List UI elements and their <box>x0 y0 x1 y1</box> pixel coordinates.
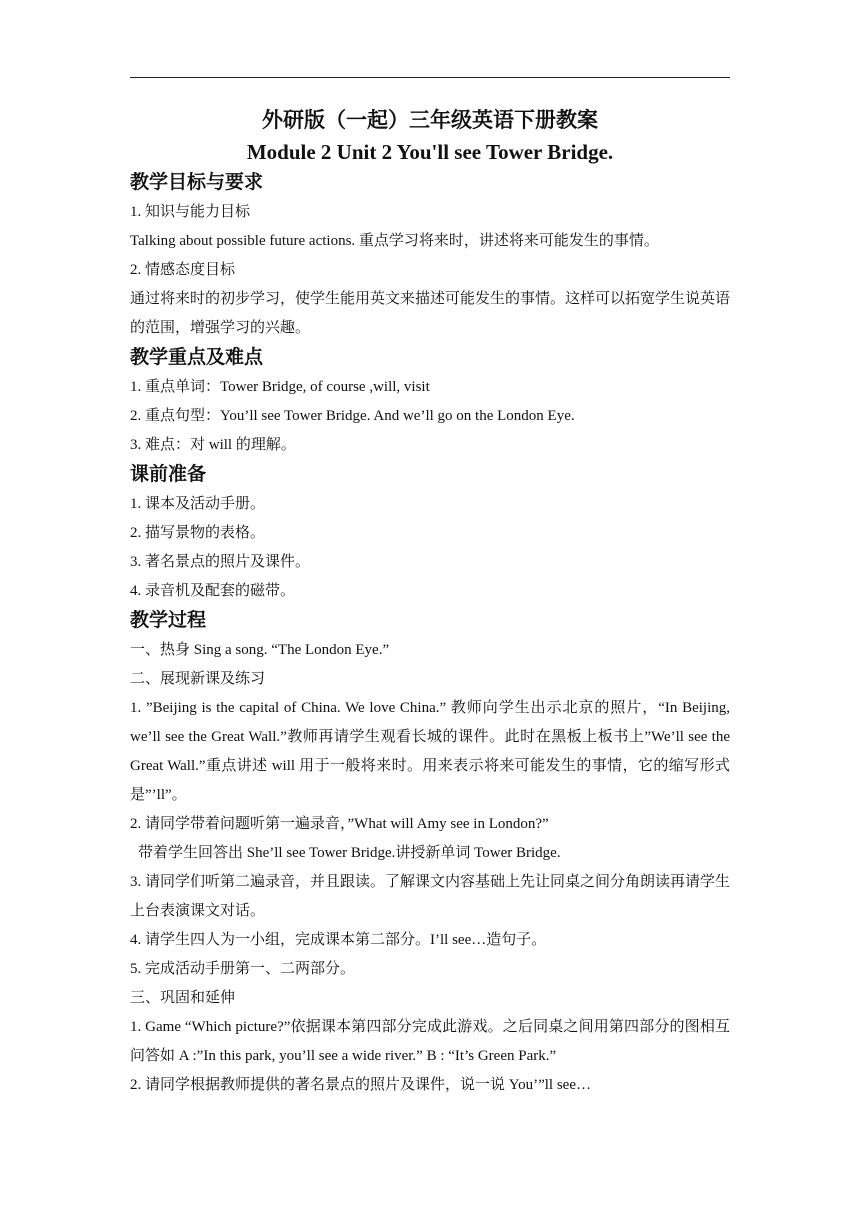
process-line-6: 5. 完成活动手册第一、二两部分。 <box>130 961 356 977</box>
goals-line-1: 1. 知识与能力目标 <box>130 204 251 220</box>
document-body <box>130 100 730 1100</box>
prep-line-4: 4. 录音机及配套的磁带。 <box>130 583 296 599</box>
process-line-4: 带着学生回答出 She’ll see Tower Bridge.讲授新单词 Tower Bridge. <box>138 845 561 861</box>
heading-prep: 课前准备 <box>130 464 207 485</box>
heading-goals: 教学目标与要求 <box>130 172 264 193</box>
goals-line-3: 2. 情感态度目标 <box>130 262 236 278</box>
goals-paragraph: 通过将来时的初步学习，使学生能用英文来描述可能发生的事情。这样可以拓宽学生说英语的范围，增强学习的兴趣。 <box>130 291 731 336</box>
prep-line-2: 2. 描写景物的表格。 <box>130 525 266 541</box>
prep-line-1: 1. 课本及活动手册。 <box>130 496 266 512</box>
process-paragraph-2: 3. 请同学们听第二遍录音，并且跟读。了解课文内容基础上先让同桌之间分角朗读再请学生上台表演课文对话。 <box>130 874 731 919</box>
title-chinese: 外研版（一起）三年级英语下册教案 <box>262 108 598 132</box>
process-line-3: 2. 请同学带着问题听第一遍录音，”What will Amy see in London?” <box>130 816 549 832</box>
header-rule <box>130 77 730 78</box>
process-paragraph-1: 1. ”Beijing is the capital of China. We love China.” 教师向学生出示北京的照片，“In Beijing, we’ll see the Great Wall.”教师再请学生观看长城的课件。此时在黑板上板书上”We’ll see the Great Wall.”重点讲述 will 用于一般将来时。用来表示将来可能发生的事情，它的缩写形式是”’ll”。 <box>130 700 730 803</box>
prep-line-3: 3. 著名景点的照片及课件。 <box>130 554 311 570</box>
keypoints-line-2: 2. 重点句型：You’ll see Tower Bridge. And we’ll go on the London Eye. <box>130 408 575 424</box>
title-english: Module 2 Unit 2 You'll see Tower Bridge. <box>246 140 614 164</box>
goals-line-2: Talking about possible future actions. 重点学习将来时，讲述将来可能发生的事情。 <box>130 233 659 249</box>
process-line-5: 4. 请学生四人为一小组，完成课本第二部分。I’ll see…造句子。 <box>130 932 547 948</box>
process-line-7: 三、巩固和延伸 <box>130 990 236 1006</box>
process-paragraph-3: 1. Game “Which picture?”依据课本第四部分完成此游戏。之后同桌之间用第四部分的图相互问答如 A :”In this park, you’ll see a wide river.” B : “It’s Green Park.” <box>130 1019 730 1064</box>
heading-process: 教学过程 <box>130 610 207 631</box>
process-line-2: 二、展现新课及练习 <box>130 671 266 687</box>
process-line-8: 2. 请同学根据教师提供的著名景点的照片及课件，说一说 You’”ll see… <box>130 1077 591 1093</box>
keypoints-line-3: 3. 难点：对 will 的理解。 <box>130 437 296 453</box>
heading-keypoints: 教学重点及难点 <box>130 347 264 368</box>
process-line-1: 一、热身 Sing a song. “The London Eye.” <box>130 642 390 658</box>
keypoints-line-1: 1. 重点单词：Tower Bridge, of course ,will, visit <box>130 379 430 395</box>
